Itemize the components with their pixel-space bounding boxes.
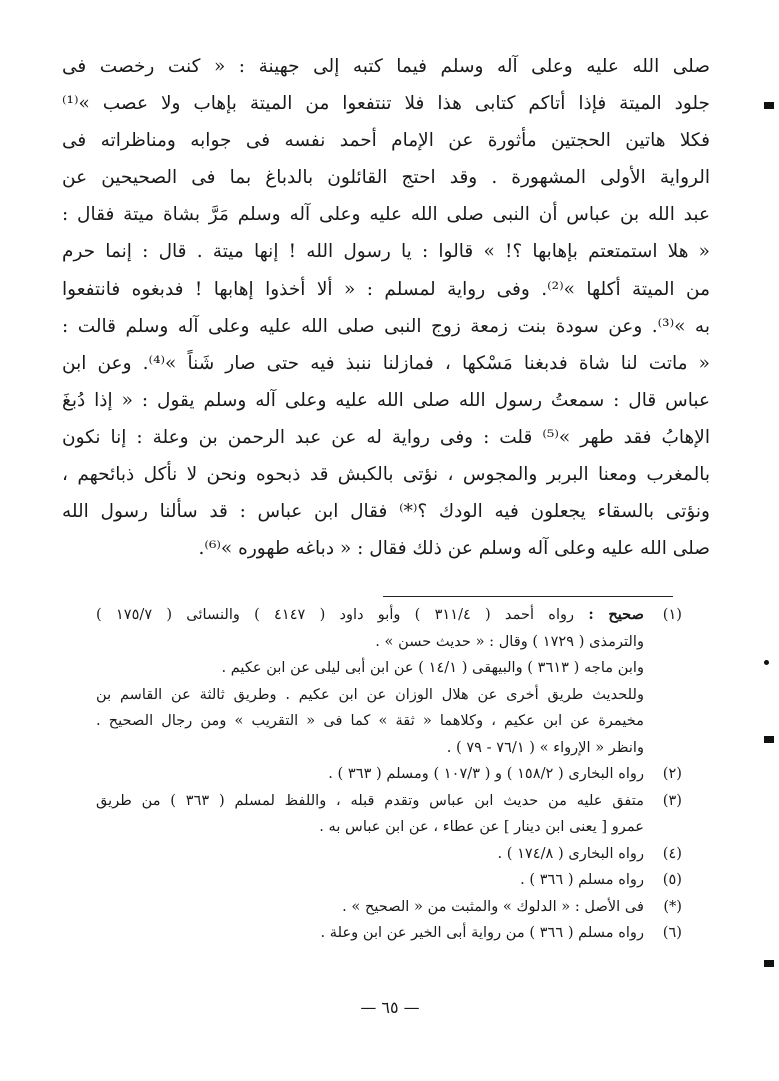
footnote-item	[96, 920, 682, 947]
footnote-line: رواه مسلم ( ٣٦٦ ) .	[520, 871, 644, 888]
footnote-body	[96, 867, 644, 894]
footnote-body	[96, 761, 644, 788]
main-text-line: به »⁽³⁾. وعن سودة بنت زمعة زوج النبى صلى الله عليه وعلى آله وسلم قالت :	[62, 315, 710, 337]
footnote-number: (٦)	[662, 924, 682, 941]
margin-mark	[764, 960, 774, 967]
footnote-line: مخيمرة عن ابن عكيم ، وكلاهما « ثقة » كما فى « التقريب » ومن رجال الصحيح .	[96, 712, 644, 729]
footnote-body	[96, 920, 644, 947]
footnote-item	[96, 894, 682, 921]
main-text-line: الرواية الأولى المشهورة . وقد احتج القائلون بالدباغ بما فى الصحيحين عن	[62, 167, 710, 189]
main-text-line: عباس قال : سمعتُ رسول الله صلى الله عليه وعلى آله وسلم يقول : « إذا دُبغَ	[62, 389, 710, 411]
margin-mark	[764, 102, 774, 109]
main-text-line: صلى الله عليه وعلى آله وسلم فيما كتبه إلى جهينة : « كنت رخصت فى	[62, 56, 710, 77]
page-number: — ٦٥ —	[360, 998, 420, 1017]
footnote-line: وابن ماجه ( ٣٦١٣ ) والبيهقى ( ١٤/١ ) عن ابن أبى ليلى عن ابن عكيم .	[221, 659, 644, 676]
footnote-number: (٢)	[662, 765, 682, 782]
footnotes-section	[96, 602, 682, 947]
main-text-line: صلى الله عليه وعلى آله وسلم عن ذلك فقال : « دباغه طهوره »⁽⁶⁾.	[198, 538, 710, 560]
footnote-line	[96, 602, 644, 629]
footnote-line: عمرو [ يعنى ابن دينار ] عن عطاء ، عن ابن عباس به .	[319, 818, 644, 835]
footnote-line: وللحديث طريق أخرى عن هلال الوزان عن ابن عكيم . وطريق ثالثة عن القاسم بن	[96, 685, 644, 703]
footnote-line: وانظر « الإرواء » ( ٧٦/١ - ٧٩ ) .	[446, 738, 644, 756]
footnote-number: (*)	[663, 897, 682, 915]
footnote-body	[96, 788, 644, 841]
footnote-grade: صحيح :	[588, 606, 644, 623]
footnote-line: متفق عليه من حديث ابن عباس وتقدم قبله ، واللفظ لمسلم ( ٣٦٣ ) من طريق	[96, 791, 644, 809]
main-text-line: عبد الله بن عباس أن النبى صلى الله عليه وعلى آله وسلم مَرَّ بشاة ميتة فقال :	[62, 204, 710, 226]
footnote-item	[96, 867, 682, 894]
main-text-line: من الميتة أكلها »⁽²⁾. وفى رواية لمسلم : « ألا أخذوا إهابها ! فدبغوه فانتفعوا	[62, 278, 710, 300]
main-text-line: فكلا هاتين الحجتين مأثورة عن الإمام أحمد نفسه فى جوابه ومناظراته فى	[62, 130, 710, 152]
main-text-body	[62, 48, 710, 567]
main-text-line: « ماتت لنا شاة فدبغنا مَسْكها ، فمازلنا ننبذ فيه حتى صار شَناً »⁽⁴⁾. وعن ابن	[62, 352, 710, 374]
footnote-item	[96, 761, 682, 788]
footnote-body	[96, 894, 644, 921]
main-text-line: ونؤتى بالسقاء يجعلون فيه الودك ؟⁽*⁾ فقال ابن عباس : قد سألنا رسول الله	[62, 501, 710, 523]
main-text-line: الإهابُ فقد طهر »⁽⁵⁾ قلت : وفى رواية له عن عبد الرحمن بن وعلة : إنا نكون	[62, 426, 710, 448]
footnote-body	[96, 841, 644, 868]
footnote-line: رواه البخارى ( ١٧٤/٨ ) .	[497, 844, 644, 862]
main-text-line: « هلا استمتعتم بإهابها ؟! » قالوا : يا رسول الله ! إنها ميتة . قال : إنما حرم	[62, 241, 710, 263]
footnote-line: رواه البخارى ( ١٥٨/٢ ) و ( ١٠٧/٣ ) ومسلم ( ٣٦٣ ) .	[328, 765, 644, 782]
footnote-number: (٤)	[662, 844, 682, 862]
footnote-item	[96, 788, 682, 841]
footnote-number: (١)	[662, 606, 682, 623]
main-text-line: بالمغرب ومعنا البربر والمجوس ، نؤتى بالكبش قد ذبحوه ونحن لا نأكل ذبائحهم ،	[62, 464, 710, 486]
footnote-separator	[383, 596, 673, 597]
footnote-line: رواه مسلم ( ٣٦٦ ) من رواية أبى الخير عن ابن وعلة .	[320, 924, 644, 941]
footnote-line: والترمذى ( ١٧٢٩ ) وقال : « حديث حسن » .	[375, 632, 644, 650]
footnote-item	[96, 602, 682, 761]
margin-mark	[764, 736, 774, 743]
footnote-item	[96, 841, 682, 868]
footnote-text: رواه أحمد ( ٣١١/٤ ) وأبو داود ( ٤١٤٧ ) والنسائى ( ١٧٥/٧ )	[96, 606, 575, 623]
footnote-line: فى الأصل : « الدلوك » والمثبت من « الصحيح » .	[342, 897, 644, 915]
margin-mark	[764, 660, 769, 665]
footnote-number: (٥)	[662, 871, 682, 888]
main-text-line: جلود الميتة فإذا أتاكم كتابى هذا فلا تنتفعوا من الميتة بإهاب ولا عصب »⁽¹⁾	[62, 93, 710, 115]
footnote-number: (٣)	[662, 791, 682, 809]
footnote-body	[96, 602, 644, 761]
